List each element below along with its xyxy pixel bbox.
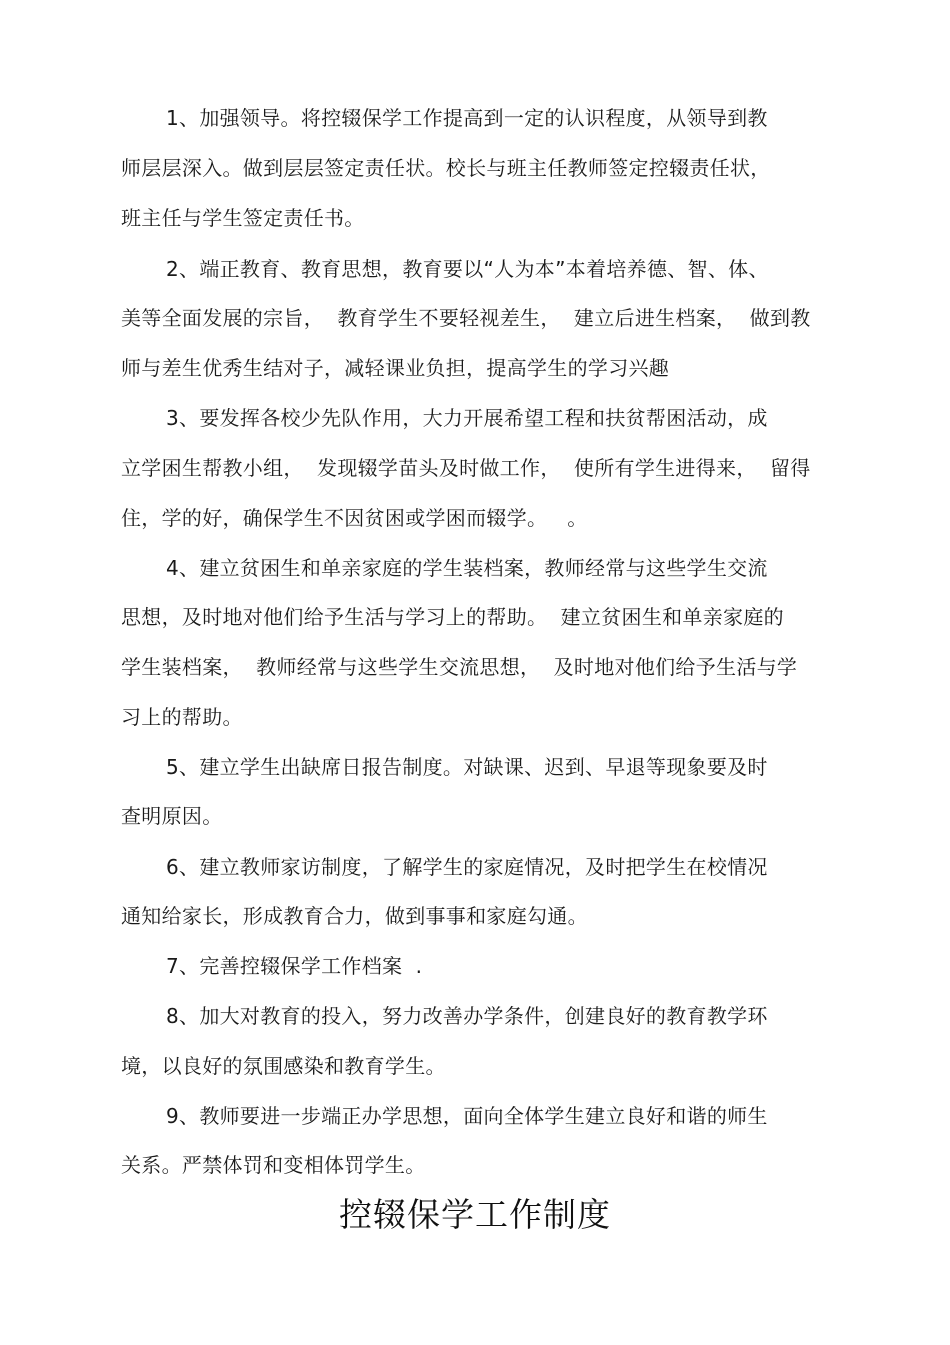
item-4-line-4: 习上的帮助。	[121, 705, 243, 729]
item-7-line-1: 7、完善控辍保学工作档案 .	[166, 954, 423, 978]
item-6-line-1: 6、建立教师家访制度，了解学生的家庭情况，及时把学生在校情况	[166, 855, 768, 879]
item-4-line-1: 4、建立贫困生和单亲家庭的学生装档案，教师经常与这些学生交流	[166, 556, 768, 580]
item-2-line-3: 师与差生优秀生结对子，减轻课业负担，提高学生的学习兴趣	[121, 356, 670, 380]
item-9-line-2: 关系。严禁体罚和变相体罚学生。	[121, 1153, 426, 1177]
item-2-line-2: 美等全面发展的宗旨， 教育学生不要轻视差生， 建立后进生档案， 做到教	[121, 306, 811, 330]
item-3-line-2: 立学困生帮教小组， 发现辍学苗头及时做工作， 使所有学生进得来， 留得	[121, 456, 811, 480]
item-1-line-1: 1、加强领导。将控辍保学工作提高到一定的认识程度，从领导到教	[166, 106, 768, 130]
item-4-line-2: 思想，及时地对他们给予生活与学习上的帮助。 建立贫困生和单亲家庭的	[121, 605, 784, 629]
document-title: 控辍保学工作制度	[339, 1195, 611, 1234]
item-5-line-1: 5、建立学生出缺席日报告制度。对缺课、迟到、早退等现象要及时	[166, 755, 768, 779]
item-3-line-3: 住，学的好，确保学生不因贫困或学困而辍学。 。	[121, 506, 588, 530]
item-4-line-3: 学生装档案， 教师经常与这些学生交流思想， 及时地对他们给予生活与学	[121, 655, 798, 679]
item-9-line-1: 9、教师要进一步端正办学思想，面向全体学生建立良好和谐的师生	[166, 1104, 768, 1128]
item-2-line-1: 2、端正教育、教育思想，教育要以“人为本”本着培养德、智、体、	[166, 257, 769, 281]
item-6-line-2: 通知给家长，形成教育合力，做到事事和家庭勾通。	[121, 904, 588, 928]
item-8-line-2: 境，以良好的氛围感染和教育学生。	[121, 1054, 446, 1078]
item-3-line-1: 3、要发挥各校少先队作用，大力开展希望工程和扶贫帮困活动，成	[166, 406, 768, 430]
item-1-line-3: 班主任与学生签定责任书。	[121, 206, 365, 230]
item-5-line-2: 查明原因。	[121, 804, 223, 828]
item-8-line-1: 8、加大对教育的投入，努力改善办学条件，创建良好的教育教学环	[166, 1004, 768, 1028]
item-1-line-2: 师层层深入。做到层层签定责任状。校长与班主任教师签定控辍责任状，	[121, 156, 771, 180]
